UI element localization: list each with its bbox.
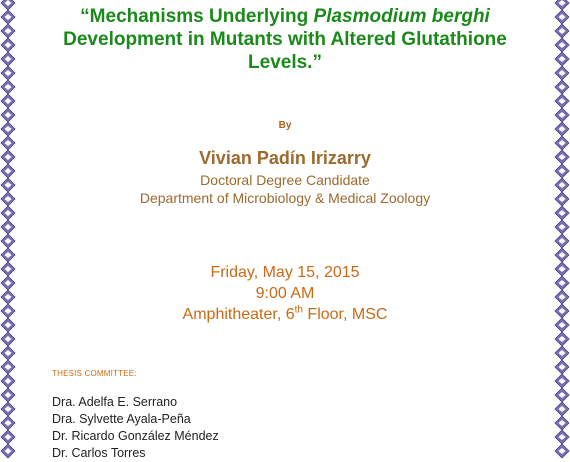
title-open-quote: “ — [80, 6, 90, 27]
title-line-1 — [22, 5, 548, 28]
event-time: 9:00 AM — [255, 285, 315, 302]
left-diamond-border — [0, 0, 16, 450]
title-close-quote: ” — [312, 52, 322, 73]
committee-member: Dr. Ricardo González Méndez — [52, 429, 219, 443]
event-date: Friday, May 15, 2015 — [210, 264, 360, 281]
title-line-3 — [22, 51, 548, 74]
presenter-role: Doctoral Degree Candidate — [200, 172, 370, 188]
committee-member: Dra. Sylvette Ayala-Peña — [52, 412, 191, 426]
right-diamond-border — [554, 0, 570, 450]
title-line-2: Development in Mutants with Altered Glutathione — [63, 29, 507, 50]
announcement-content — [22, 0, 548, 460]
committee-member: Dr. Carlos Torres — [52, 446, 146, 460]
title-prefix: Mechanisms Underlying — [89, 6, 314, 27]
committee-member: Dra. Adelfa E. Serrano — [52, 395, 178, 409]
event-location — [22, 306, 548, 324]
presenter-name: Vivian Padín Irizarry — [199, 148, 371, 168]
event-location-suffix: Floor, MSC — [302, 306, 388, 323]
committee-heading: THESIS COMMITTEE: — [52, 369, 137, 378]
event-location-ordinal: th — [294, 304, 303, 316]
title-line-3-text: Levels. — [248, 52, 313, 73]
title-species-name: Plasmodium berghi — [313, 6, 490, 27]
committee-list — [52, 394, 219, 462]
presenter-department: Department of Microbiology & Medical Zoology — [139, 190, 431, 206]
by-label: By — [278, 120, 292, 131]
seminar-title — [22, 5, 548, 74]
event-location-prefix: Amphitheater, 6 — [182, 306, 295, 323]
